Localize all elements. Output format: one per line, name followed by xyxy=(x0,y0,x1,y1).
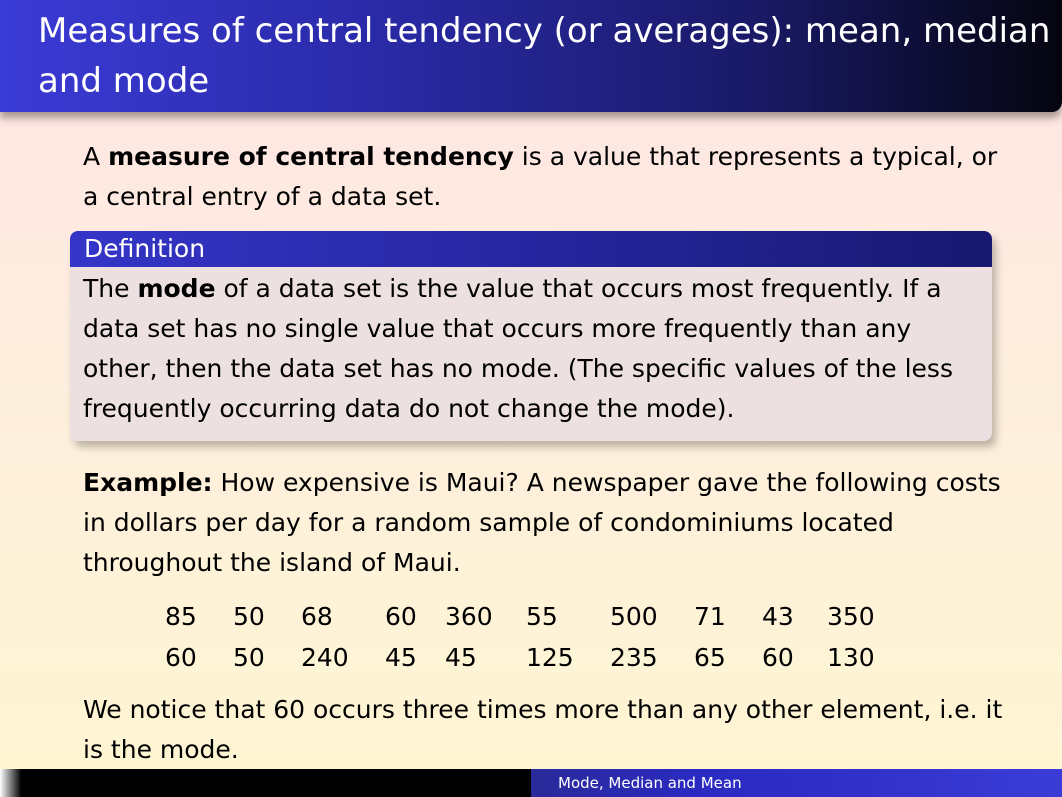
table-cell: 71 xyxy=(694,602,726,631)
table-cell: 125 xyxy=(526,643,574,672)
definition-header: Definition xyxy=(70,231,992,267)
table-cell: 65 xyxy=(694,643,726,672)
table-cell: 350 xyxy=(827,602,875,631)
footer-bar xyxy=(0,769,1062,797)
table-cell: 50 xyxy=(233,643,265,672)
table-row xyxy=(165,596,887,637)
definition-block xyxy=(70,231,992,441)
table-cell: 55 xyxy=(526,602,558,631)
example-text: How expensive is Maui? A newspaper gave the following costs in dollars per day for a random sample of condominiums located throughout the island of Maui. xyxy=(83,468,1001,577)
slide-title: Measures of central tendency (or averages): mean, median and mode xyxy=(38,11,1051,101)
example-paragraph xyxy=(83,463,1003,583)
table-cell: 130 xyxy=(827,643,875,672)
example-label: Example: xyxy=(83,468,213,497)
definition-before: The xyxy=(83,274,138,303)
table-cell: 45 xyxy=(385,643,417,672)
intro-bold-term: measure of central tendency xyxy=(108,142,514,171)
definition-after: of a data set is the value that occurs most frequently. If a data set has no single value that occurs more frequently than any other, then the data set has no mode. (The specific values of the less frequently occurring data do not change the mode). xyxy=(83,274,953,423)
table-cell: 85 xyxy=(165,602,197,631)
intro-text xyxy=(83,137,1003,217)
footer-left-bar xyxy=(0,769,531,797)
table-cell: 45 xyxy=(445,643,477,672)
footer-title: Mode, Median and Mean xyxy=(558,774,742,792)
conclusion-text: We notice that 60 occurs three times more than any other element, i.e. it is the mode. xyxy=(83,695,1003,764)
data-table xyxy=(165,596,887,678)
table-cell: 360 xyxy=(445,602,493,631)
table-row xyxy=(165,637,887,678)
table-cell: 500 xyxy=(610,602,658,631)
title-bar xyxy=(0,0,1062,112)
intro-before: A xyxy=(83,142,109,171)
intro-after: is a value that represents a typical, or a central entry of a data set. xyxy=(83,142,998,211)
table-cell: 68 xyxy=(301,602,333,631)
definition-body xyxy=(70,267,992,429)
table-cell: 235 xyxy=(610,643,658,672)
table-cell: 60 xyxy=(165,643,197,672)
conclusion-paragraph xyxy=(83,690,1003,770)
definition-bold-term: mode xyxy=(137,274,216,303)
intro-paragraph xyxy=(83,137,1003,217)
table-cell: 50 xyxy=(233,602,265,631)
table-cell: 43 xyxy=(762,602,794,631)
table-cell: 60 xyxy=(762,643,794,672)
table-cell: 60 xyxy=(385,602,417,631)
table-cell: 240 xyxy=(301,643,349,672)
